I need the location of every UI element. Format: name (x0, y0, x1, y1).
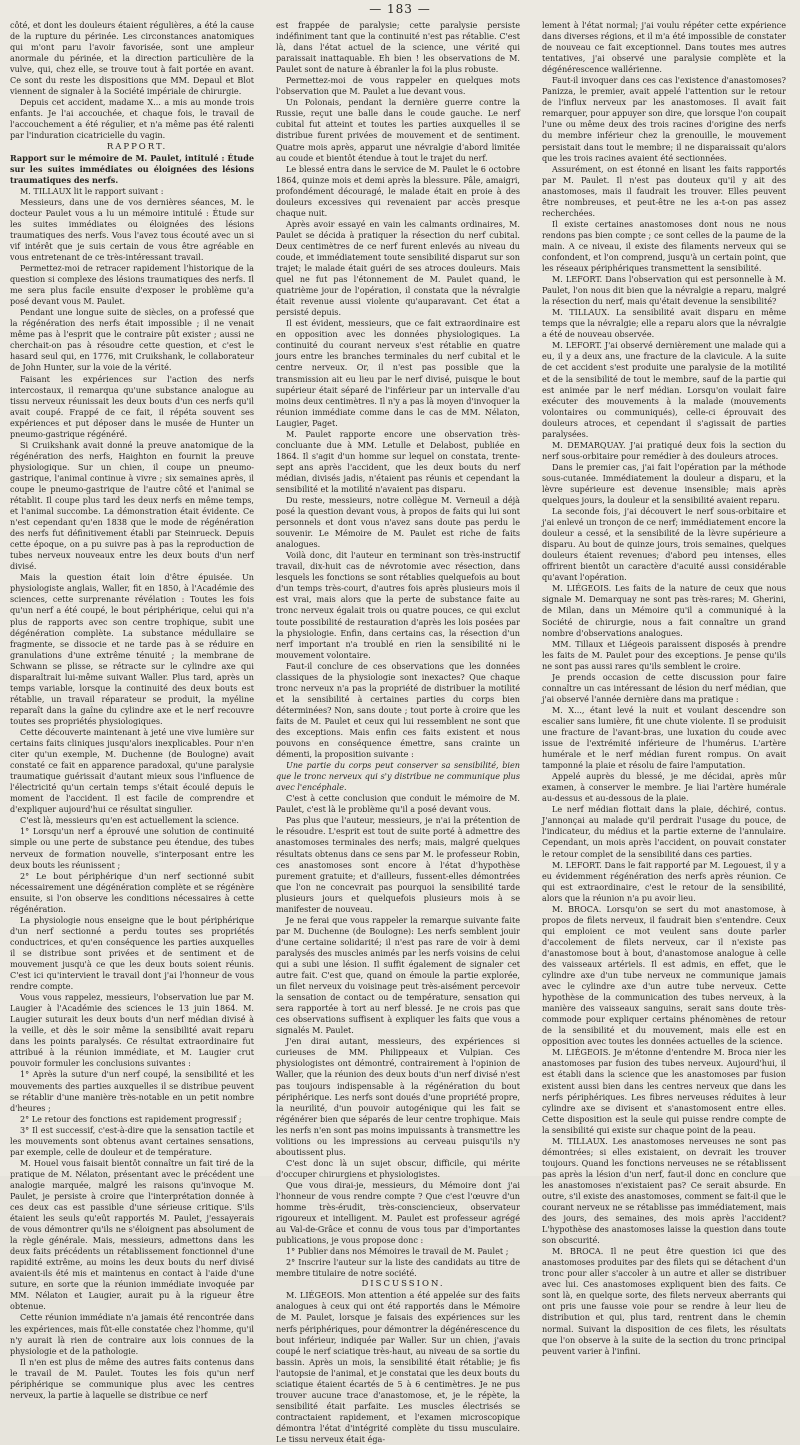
report-title: Rapport sur le mémoire de M. Paulet, intitulé : Étude sur les suites immédiates ou éloignées des lésions traumatiques des nerfs. (10, 152, 254, 185)
paragraph: M. Paulet rapporte encore une observation très-concluante due à MM. Letulle et Delabost, publiée en 1864. Il s'agit d'un homme sur lequel on constata, trente-sept ans après l'accident, que les deux bouts du nerf médian, divisés jadis, n'étaient pas réunis et cependant la sensibilité et la motilité n'avaient pas disparu. (276, 428, 520, 494)
paragraph: M. LEFORT. J'ai observé dernièrement une malade qui a eu, il y a deux ans, une fracture de la clavicule. A la suite de cet accident s'est produite une paralysie de la motilité et de la sensibilité de tout le membre, sauf de la partie qui est animée par le nerf médian. Lorsqu'on voulait faire exécuter des mouvements à la malade (mouvements volontaires ou communiqués), celle-ci éprouvait des douleurs atroces, et cependant il s'agissait de parties paralysées. (542, 340, 786, 439)
paragraph: Que vous dirai-je, messieurs, du Mémoire dont j'ai l'honneur de vous rendre compte ? Que c'est l'œuvre d'un homme très-érudit, très-consciencieux, observateur rigoureux et intelligent. M. Paulet est professeur agrégé au Val-de-Grâce et connu de vous tous par d'importantes publications, je vous propose donc : (276, 1179, 520, 1246)
paragraph: J'en dirai autant, messieurs, des expériences si curieuses de MM. Philippeaux et Vulpian. Ces physiologistes ont démontré, contrairement à l'opinion de Waller, que la réunion des deux bouts d'un nerf divisé n'est pas toujours indispensable à la régénération du bout périphérique. Les nerfs sont doués d'une propriété propre, la neurilité, d'un pouvoir autogénique qui les fait se régénérer bien que séparés de leur centre trophique. Mais les nerfs n'en sont pas moins impuissants à transmettre les volitions ou les impressions au cerveau puisqu'ils n'y aboutissent plus. (276, 1036, 520, 1157)
paragraph: Appelé auprès du blessé, je me décidai, après mûr examen, à conserver le membre. Je liai l'artère humérale au-dessus et au-dessous de la plaie. (542, 771, 786, 804)
paragraph: Du reste, messieurs, notre collègue M. Verneuil a déjà posé la question devant vous, à propos de faits qui lui sont personnels et dont vous n'avez sans doute pas perdu le souvenir. Le Mémoire de M. Paulet est riche de faits analogues. (276, 495, 520, 550)
paragraph: Un Polonais, pendant la dernière guerre contre la Russie, reçut une balle dans le coude gauche. Le nerf cubital fut atteint et toutes les parties auxquelles il se distribue furent privées de mouvement et de sentiment. Quatre mois après, apparut une névralgie d'abord limitée au coude et bientôt étendue à tout le trajet du nerf. (276, 97, 520, 163)
paragraph: 1° Après la suture d'un nerf coupé, la sensibilité et les mouvements des parties auxquelles il se distribue peuvent se rétablir d'une manière très-notable en un petit nombre d'heures ; (10, 1069, 254, 1113)
section-heading-discussion: DISCUSSION. (361, 1279, 445, 1290)
paragraph: Mais la question était loin d'être épuisée. Un physiologiste anglais, Waller, fit en 1850, à l'Académie des sciences, cette surprenante révélation : Toutes les fois qu'un nerf a été coupé, le bout périphérique, celui qui n'a plus de rapports avec son centre trophique, subit une dégénération complète. La substance médullaire se fragmente, se dissocie et ne tarde pas à se réduire en granulations d'une extrême ténuité ; la membrane de Schwann se plisse, se rétracte sur le cylindre axe qui disparaîtrait lui-même suivant Waller. Plus tard, après un temps variable, lorsque la continuité des deux bouts est rétablie, un travail réparateur se produit, la myéline reparaît dans la gaîne du cylindre axe et le nerf recouvre toutes ses propriétés physiologiques. (10, 572, 254, 726)
paragraph: M. BROCA. Il ne peut être question ici que des anastomoses produites par des filets qui se détachent d'un tronc pour aller s'accoler à un autre et aller se distribuer avec lui. Ces anastomoses expliquent bien des faits. Ce sont là, en quelque sorte, des filets nerveux aberrants qui ont pris une fausse voie pour se rendre à leur lieu de distribution et qui, plus tard, rentrent dans le chemin normal. Suivant la disposition de ces filets, les résultats que l'on observe à la suite de la section du tronc principal peuvent varier à l'infini. (542, 1246, 786, 1356)
section-heading-rapport: RAPPORT. (106, 141, 168, 152)
paragraph: Le nerf médian flottait dans la plaie, déchiré, contus. J'annonçai au malade qu'il perdrait l'usage du pouce, de l'indicateur, du médius et la partie externe de l'annulaire. Cependant, un mois après l'accident, on pouvait constater le retour complet de la sensibilité dans ces parties. (542, 804, 786, 859)
paragraph: M. LIÉGEOIS. Mon attention a été appelée sur des faits analogues à ceux qui ont été rapportés dans le Mémoire de M. Paulet, lorsque je faisais des expériences sur les nerfs périphériques, pour démontrer la dégénérescence du bout inférieur, indiquée par Waller. Sur un chien, j'avais coupé le nerf sciatique très-haut, au niveau de sa sortie du bassin. Après un mois, la sensibilité était rétablie; je fis l'autopsie de l'animal, et je constatai que les deux bouts du sciatique étaient écartés de 5 à 6 centimètres. Je ne pus trouver aucune trace d'anastomose, et, je le répète, la sensibilité était parfaite. Les muscles électrisés se contractaient rapidement, et l'examen microscopique démontra l'état d'intégrité complète du tissu musculaire. Le tissu nerveux était éga- (276, 1290, 520, 1444)
paragraph: Cette réunion immédiate n'a jamais été rencontrée dans les expériences, mais fût-elle constatée chez l'homme, qu'il n'y aurait là rien de contraire aux lois connues de la physiologie et de la pathologie. (10, 1312, 254, 1356)
paragraph: Permettez-moi de vous rappeler en quelques mots l'observation que M. Paulet a lue devant vous. (276, 75, 520, 97)
paragraph: Depuis cet accident, madame X... a mis au monde trois enfants. Je l'ai accouchée, et chaque fois, le travail de l'accouchement a été régulier, et n'a même pas été ralenti par l'induration cicatricielle du vagin. (10, 97, 254, 141)
column-right (542, 20, 786, 1356)
paragraph: Il est évident, messieurs, que ce fait extraordinaire est en opposition avec les données physiologiques. La continuité du courant nerveux s'est rétablie en quatre jours entre les branches terminales du nerf cubital et le centre nerveux. Or, il n'est pas possible que la transmission ait eu lieu par le nerf divisé, puisque le bout supérieur était séparé de l'inférieur par un intervalle d'au moins deux centimètres. Il n'y a pas là moyen d'invoquer la réunion immédiate comme dans le cas de MM. Nélaton, Laugier, Paget. (276, 318, 520, 428)
paragraph: Faut-il conclure de ces observations que les données classiques de la physiologie sont inexactes? Que chaque tronc nerveux n'a pas la propriété de distribuer la motilité et la sensibilité à certaines parties du corps bien déterminées? Non, sans doute ; tout porte à croire que les faits de M. Paulet et ceux qui lui ressemblent ne sont que des exceptions. Mais enfin ces faits existent et nous pouvons en conséquence émettre, sans crainte un démenti, la proposition suivante : (276, 660, 520, 760)
paragraph: Il existe certaines anastomoses dont nous ne nous rendons pas bien compte ; ce sont celles de la paume de la main. A ce niveau, il existe des filaments nerveux qui se confondent, et l'on comprend, jusqu'à un certain point, que les réseaux périphériques transmettent la sensibilité. (542, 218, 786, 274)
paragraph: Pas plus que l'auteur, messieurs, je n'ai la prétention de le résoudre. L'esprit est tout de suite porté à admettre des anastomoses terminales des nerfs; mais, malgré quelques résultats obtenus dans ce sens par M. le professeur Robin, ces anastomoses sont encore à l'état d'hypothèse purement gratuite; et d'ailleurs, fussent-elles démontrées que l'on ne concevrait pas pourquoi la sensibilité tarde plusieurs jours et quelquefois plusieurs mois à se manifester de nouveau. (276, 815, 520, 914)
paragraph: 3° Il est successif, c'est-à-dire que la sensation tactile et les mouvements sont obtenus avant certaines sensations, par exemple, celle de douleur et de température. (10, 1124, 254, 1157)
paragraph: Faisant les expériences sur l'action des nerfs intercostaux, il remarqua qu'une substance analogue au tissu nerveux réunissait les deux bouts d'un ces nerfs qu'il avait coupé. Frappé de ce fait, il répéta souvent ses expériences et put déposer dans le musée de Hunter un pneumo-gastrique régénéré. (10, 373, 254, 439)
paragraph-italic: Une partie du corps peut conserver sa sensibilité, bien que le tronc nerveux qui s'y distribue ne communique plus avec l'encéphale. (276, 760, 520, 793)
paragraph: 2° Le retour des fonctions est rapidement progressif ; (20, 1113, 242, 1124)
paragraph: Vous vous rappelez, messieurs, l'observation lue par M. Laugier à l'Académie des sciences le 13 juin 1864. M. Laugier suturait les deux bouts d'un nerf médian divisé à la veille, et dès le soir même la sensibilité avait reparu dans les points paralysés. Ce résultat extraordinaire fut attribué à la réunion immédiate, et M. Laugier crut pouvoir formuler les conclusions suivantes : (10, 992, 254, 1069)
paragraph: 2° Le bout périphérique d'un nerf sectionné subit nécessairement une dégénération complète et se régénère ensuite, si l'on observe les conditions nécessaires à cette régénération. (10, 870, 254, 914)
paragraph: Voilà donc, dit l'auteur en terminant son très-instructif travail, dix-huit cas de névrotomie avec résection, dans lesquels les fonctions se sont rétablies quelquefois au bout d'un temps très-court, d'autres fois après plusieurs mois il est vrai, mais alors que la perte de substance faite au tronc nerveux égalait trois ou quatre pouces, ce qui exclut toute possibilité de restauration d'après les lois posées par la physiologie. Enfin, dans certains cas, la résection d'un nerf important n'a troublé en rien la sensibilité ni le mouvement volontaire. (276, 550, 520, 660)
paragraph: La seconde fois, j'ai découvert le nerf sous-orbitaire et j'ai enlevé un tronçon de ce nerf; immédiatement encore la douleur a cessé, et la sensibilité de la lèvre supérieure a disparu. Au bout de quinze jours, trois semaines, quelques douleurs étaient revenues; d'abord peu intenses, elles offrirent bientôt un caractère d'acuité aussi considérable qu'avant l'opération. (542, 506, 786, 583)
paragraph: M. DEMARQUAY. J'ai pratiqué deux fois la section du nerf sous-orbitaire pour remédier à des douleurs atroces. (542, 439, 786, 461)
paragraph: Messieurs, dans une de vos dernières séances, M. le docteur Paulet vous a lu un mémoire intitulé : Étude sur les suites immédiates ou éloignées des lésions traumatiques des nerfs. Vous l'avez tous écouté avec un si vif intérêt que je suis certain de vous être agréable en vous entretenant de ce très-intéressant travail. (10, 196, 254, 262)
paragraph: Permettez-moi de retracer rapidement l'historique de la question si complexe des lésions traumatiques des nerfs. Il me sera plus facile ensuite d'exposer le problème qu'a posé devant vous M. Paulet. (10, 263, 254, 307)
paragraph: Dans le premier cas, j'ai fait l'opération par la méthode sous-cutanée. Immédiatement la douleur a disparu, et la lèvre supérieure est devenue insensible; mais après quelques jours, la douleur et la sensibilité avaient reparu. (542, 461, 786, 506)
paragraph: Il n'en est plus de même des autres faits contenus dans le travail de M. Paulet. Toutes les fois qu'un nerf périphérique se communique plus avec les centres nerveux, la partie à laquelle se distribue ce nerf (10, 1356, 254, 1400)
paragraph: M. BROCA. Lorsqu'on se sert du mot anastomose, à propos de filets nerveux, il faudrait bien s'entendre. Ceux qui emploient ce mot veulent sans doute parler d'accolement de filets nerveux, car il n'existe pas d'anastomose bout à bout, d'anastomose analogue à celle des vaisseaux artériels. Il est admis, en effet, que le cylindre axe d'un tube nerveux ne communique jamais avec le cylindre axe d'un autre tube nerveux. Cette hypothèse de la communication des tubes nerveux, à la manière des vaisseaux sanguins, serait sans doute très-commode pour expliquer certains phénomènes de retour de la sensibilité et du mouvement, mais elle est en opposition avec toutes les données actuelles de la science. (542, 903, 786, 1047)
paragraph: Si Cruikshank avait donné la preuve anatomique de la régénération des nerfs, Haighton en fournit la preuve physiologique. Sur un chien, il coupe un pneumo-gastrique, l'animal continue à vivre ; six semaines après, il coupe le pneumo-gastrique de l'autre côté et l'animal se rétablit. Il coupe plus tard les deux nerfs en même temps, et l'animal succombe. La démonstration était évidente. Ce n'est cependant qu'en 1838 que le mode de régénération des nerfs fut définitivement établi par Steinrueck. Depuis cette époque, on a pu suivre pas à pas la reproduction de tubes nerveux nouveaux entre les deux bouts d'un nerf divisé. (10, 439, 254, 572)
paragraph: 1° Publier dans nos Mémoires le travail de M. Paulet ; (286, 1246, 509, 1257)
page-number: — 183 — (369, 2, 431, 16)
paragraph: M. LEFORT. Dans le fait rapporté par M. Legouest, il y a eu évidemment régénération des nerfs après réunion. Ce qui est extraordinaire, c'est le retour de la sensibilité, alors que la réunion n'a pu avoir lieu. (542, 859, 786, 903)
column-left (10, 20, 254, 1400)
paragraph: La physiologie nous enseigne que le bout périphérique d'un nerf sectionné a perdu toutes ses propriétés conductrices, et qu'en conséquence les parties auxquelles il se distribue sont privées et de sentiment et de mouvement jusqu'à ce que les deux bouts soient réunis. C'est ici qu'intervient le travail dont j'ai l'honneur de vous rendre compte. (10, 914, 254, 992)
paragraph: C'est là, messieurs qu'en est actuellement la science. (20, 815, 239, 826)
paragraph: C'est à cette conclusion que conduit le mémoire de M. Paulet, c'est là le problème qu'il a posé devant vous. (276, 793, 520, 815)
paragraph: Faut-il invoquer dans ces cas l'existence d'anastomoses? Panizza, le premier, avait appelé l'attention sur le retour de l'influx nerveux par les anastomoses. Il avait fait remarquer, pour appuyer son dire, que lorsque l'on coupait l'une ou même deux des trois racines d'origine des nerfs du membre inférieur chez la grenouille, le mouvement persistait dans tout le membre; il ne disparaissait qu'alors que les trois racines avaient été sectionnées. (542, 75, 786, 163)
paragraph: est frappée de paralysie; cette paralysie persiste indéfiniment tant que la continuité n'est pas rétablie. C'est là, dans l'état actuel de la science, une vérité qui paraissait inattaquable. Eh bien ! les observations de M. Paulet sont de nature à ébranler la foi la plus robuste. (276, 20, 520, 75)
paragraph: M. TILLAUX lit le rapport suivant : (20, 185, 164, 196)
column-middle (276, 20, 520, 1444)
paragraph: Cette découverte maintenant à jeté une vive lumière sur certains faits cliniques jusqu'alors inexplicables. Pour n'en citer qu'un exemple, M. Duchenne (de Boulogne) avait constaté ce fait en apparence paradoxal, qu'une paralysie traumatique guérissait d'autant mieux sous l'influence de l'électricité qu'un certain temps s'était écoulé depuis le moment de l'accident. Il est facile de comprendre et d'expliquer aujourd'hui ce résultat singulier. (10, 727, 254, 815)
paragraph: Pendant une longue suite de siècles, on a professé que la régénération des nerfs était impossible ; il ne venait même pas à l'esprit que le contraire pût exister ; aussi ne cherchait-on pas à résoudre cette question, et c'est le hasard seul qui, en 1776, mit Cruikshank, le collaborateur de John Hunter, sur la voie de la vérité. (10, 307, 254, 373)
paragraph: MM. Tillaux et Liégeois paraissent disposés à prendre les faits de M. Paulet pour des exceptions. Je pense qu'ils ne sont pas aussi rares qu'ils semblent le croire. (542, 638, 786, 671)
paragraph: M. LIÉGEOIS. Les faits de la nature de ceux que nous signale M. Demarquay ne sont pas très-rares; M. Gherini, de Milan, dans un Mémoire qu'il a communiqué à la Société de chirurgie, nous a fait connaître un grand nombre d'observations analogues. (542, 583, 786, 638)
paragraph: Après avoir essayé en vain les calmants ordinaires, M. Paulet se décida à pratiquer la résection du nerf cubital. Deux centimètres de ce nerf furent enlevés au niveau du coude, et immédiatement toute sensibilité disparut sur son trajet; le malade était guéri de ses atroces douleurs. Mais quel ne fut pas l'étonnement de M. Paulet quand, le quatrième jour de l'opération, il constata que la névralgie était revenue aussi violente qu'auparavant. Cet état a persisté depuis. (276, 218, 520, 318)
paragraph: M. LIÉGEOIS. Je m'étonne d'entendre M. Broca nier les anastomoses par fusion des tubes nerveux. Aujourd'hui, il est établi dans la science que les anastomoses par fusion existent aussi bien dans les centres nerveux que dans les nerfs périphériques. Les fibres nerveuses réduites à leur cylindre axe se divisent et s'anastomosent entre elles. Cette disposition est la seule qui puisse rendre compte de la sensibilité qui existe sur chaque point de la peau. (542, 1047, 786, 1135)
paragraph: Je ne ferai que vous rappeler la remarque suivante faite par M. Duchenne (de Boulogne): Les nerfs semblent jouir d'une certaine solidarité; il n'est pas rare de voir à demi paralysés des muscles animés par les nerfs voisins de celui qui a subi une lésion. Il suffit également de signaler cet autre fait. C'est que, quand on émoule la partie explorée, un filet nerveux du voisinage peut très-aisément percevoir la sensation de contact ou de température, sensation qui sera rapportée à tort au nerf blessé. Je ne crois pas que ces observations suffisent à expliquer les faits que vous a signalés M. Paulet. (276, 914, 520, 1036)
paragraph: M. TILLAUX. La sensibilité avait disparu en même temps que la névralgie; elle a reparu alors que la névralgie a été de nouveau observée. (542, 307, 786, 340)
paragraph: 1° Lorsqu'un nerf a éprouvé une solution de continuité simple ou une perte de substance peu étendue, des tubes nerveux de formation nouvelle, s'interposant entre les deux bouts les réunissent ; (10, 826, 254, 870)
paragraph: Je prends occasion de cette discussion pour faire connaître un cas intéressant de lésion du nerf médian, que j'ai observé l'année dernière dans ma pratique : (542, 671, 786, 704)
paragraph: côté, et dont les douleurs étaient régulières, a été la cause de la rupture du périnée. Les circonstances anatomiques qui m'ont paru l'avoir favorisée, sont une ampleur anormale du périnée, et la direction particulière de la vulve, qui, chez elle, se trouve tout à fait portée en avant. Ce sont du reste les dispositions que MM. Depaul et Blot viennent de signaler à la Société impériale de chirurgie. (10, 20, 254, 97)
paragraph: Le blessé entra dans le service de M. Paulet le 6 octobre 1864, quinze mois et demi après la blessure. Pâle, amaigri, profondément découragé, le malade était en proie à des douleurs excessives qui revenaient par accès presque chaque nuit. (276, 163, 520, 218)
paragraph: lement à l'état normal; j'ai voulu répéter cette expérience dans diverses régions, et il m'a été impossible de constater de nouveau ce fait exceptionnel. Dans toutes mes autres tentatives, j'ai observé une paralysie complète et la dégénérescence wallérienne. (542, 20, 786, 75)
paragraph: M. Houel vous faisait bientôt connaître un fait tiré de la pratique de M. Nélaton, présentant avec le précédent une analogie marquée, malgré les raisons qu'invoque M. Paulet, je persiste à croire que l'interprétation donnée à ces deux cas est passible d'une sérieuse critique. S'ils étaient les seuls qu'eût rapportés M. Paulet, j'essayerais de vous démontrer qu'ils ne s'éloignent pas absolument de la règle générale. Mais, messieurs, admettons dans les deux faits précédents un rétablissement fonctionnel d'une rapidité extrême, au moins les deux bouts du nerf divisé avaient-ils été mis et maintenus en contact à l'aide d'une suture, en sorte que la réunion immédiate invoquée par MM. Nélaton et Laugier, aurait pu à la rigueur être obtenue. (10, 1157, 254, 1312)
paragraph: M. LEFORT. Dans l'observation qui est personnelle à M. Paulet, l'on nous dit bien que la névralgie a reparu, malgré la résection du nerf, mais qu'était devenue la sensibilité? (542, 274, 786, 307)
paragraph: M. X..., étant levé la nuit et voulant descendre son escalier sans lumière, fit une chute violente. Il se produisit une fracture de l'avant-bras, une luxation du coude avec issue de l'extrémité inférieure de l'humérus. L'artère humérale et le nerf médian furent rompus. On avait tamponné la plaie et résolu de faire l'amputation. (542, 704, 786, 771)
paragraph: M. TILLAUX. Les anastomoses nerveuses ne sont pas démontrées; si elles existaient, on devrait les trouver toujours. Quand les fonctions nerveuses ne se rétablissent pas après la lésion d'un nerf, faut-il donc en conclure que les anastomoses n'existaient pas? Ce serait absurde. En outre, s'il existe des anastomoses, comment se fait-il que le courant nerveux ne se rétablisse pas immédiatement, mais des jours, des semaines, des mois après l'accident? L'hypothèse des anastomoses laisse la question dans toute son obscurité. (542, 1135, 786, 1246)
paragraph: C'est donc là un sujet obscur, difficile, qui mérite d'occuper chirurgiens et physiologistes. (276, 1157, 520, 1179)
paragraph: Assurément, on est étonné en lisant les faits rapportés par M. Paulet. Il n'est pas douteux qu'il y ait des anastomoses, mais il faudrait les trouver. Elles peuvent être nombreuses, et peut-être ne les a-t-on pas assez recherchées. (542, 163, 786, 218)
paragraph: 2° Inscrire l'auteur sur la liste des candidats au titre de membre titulaire de notre société. (276, 1257, 520, 1279)
